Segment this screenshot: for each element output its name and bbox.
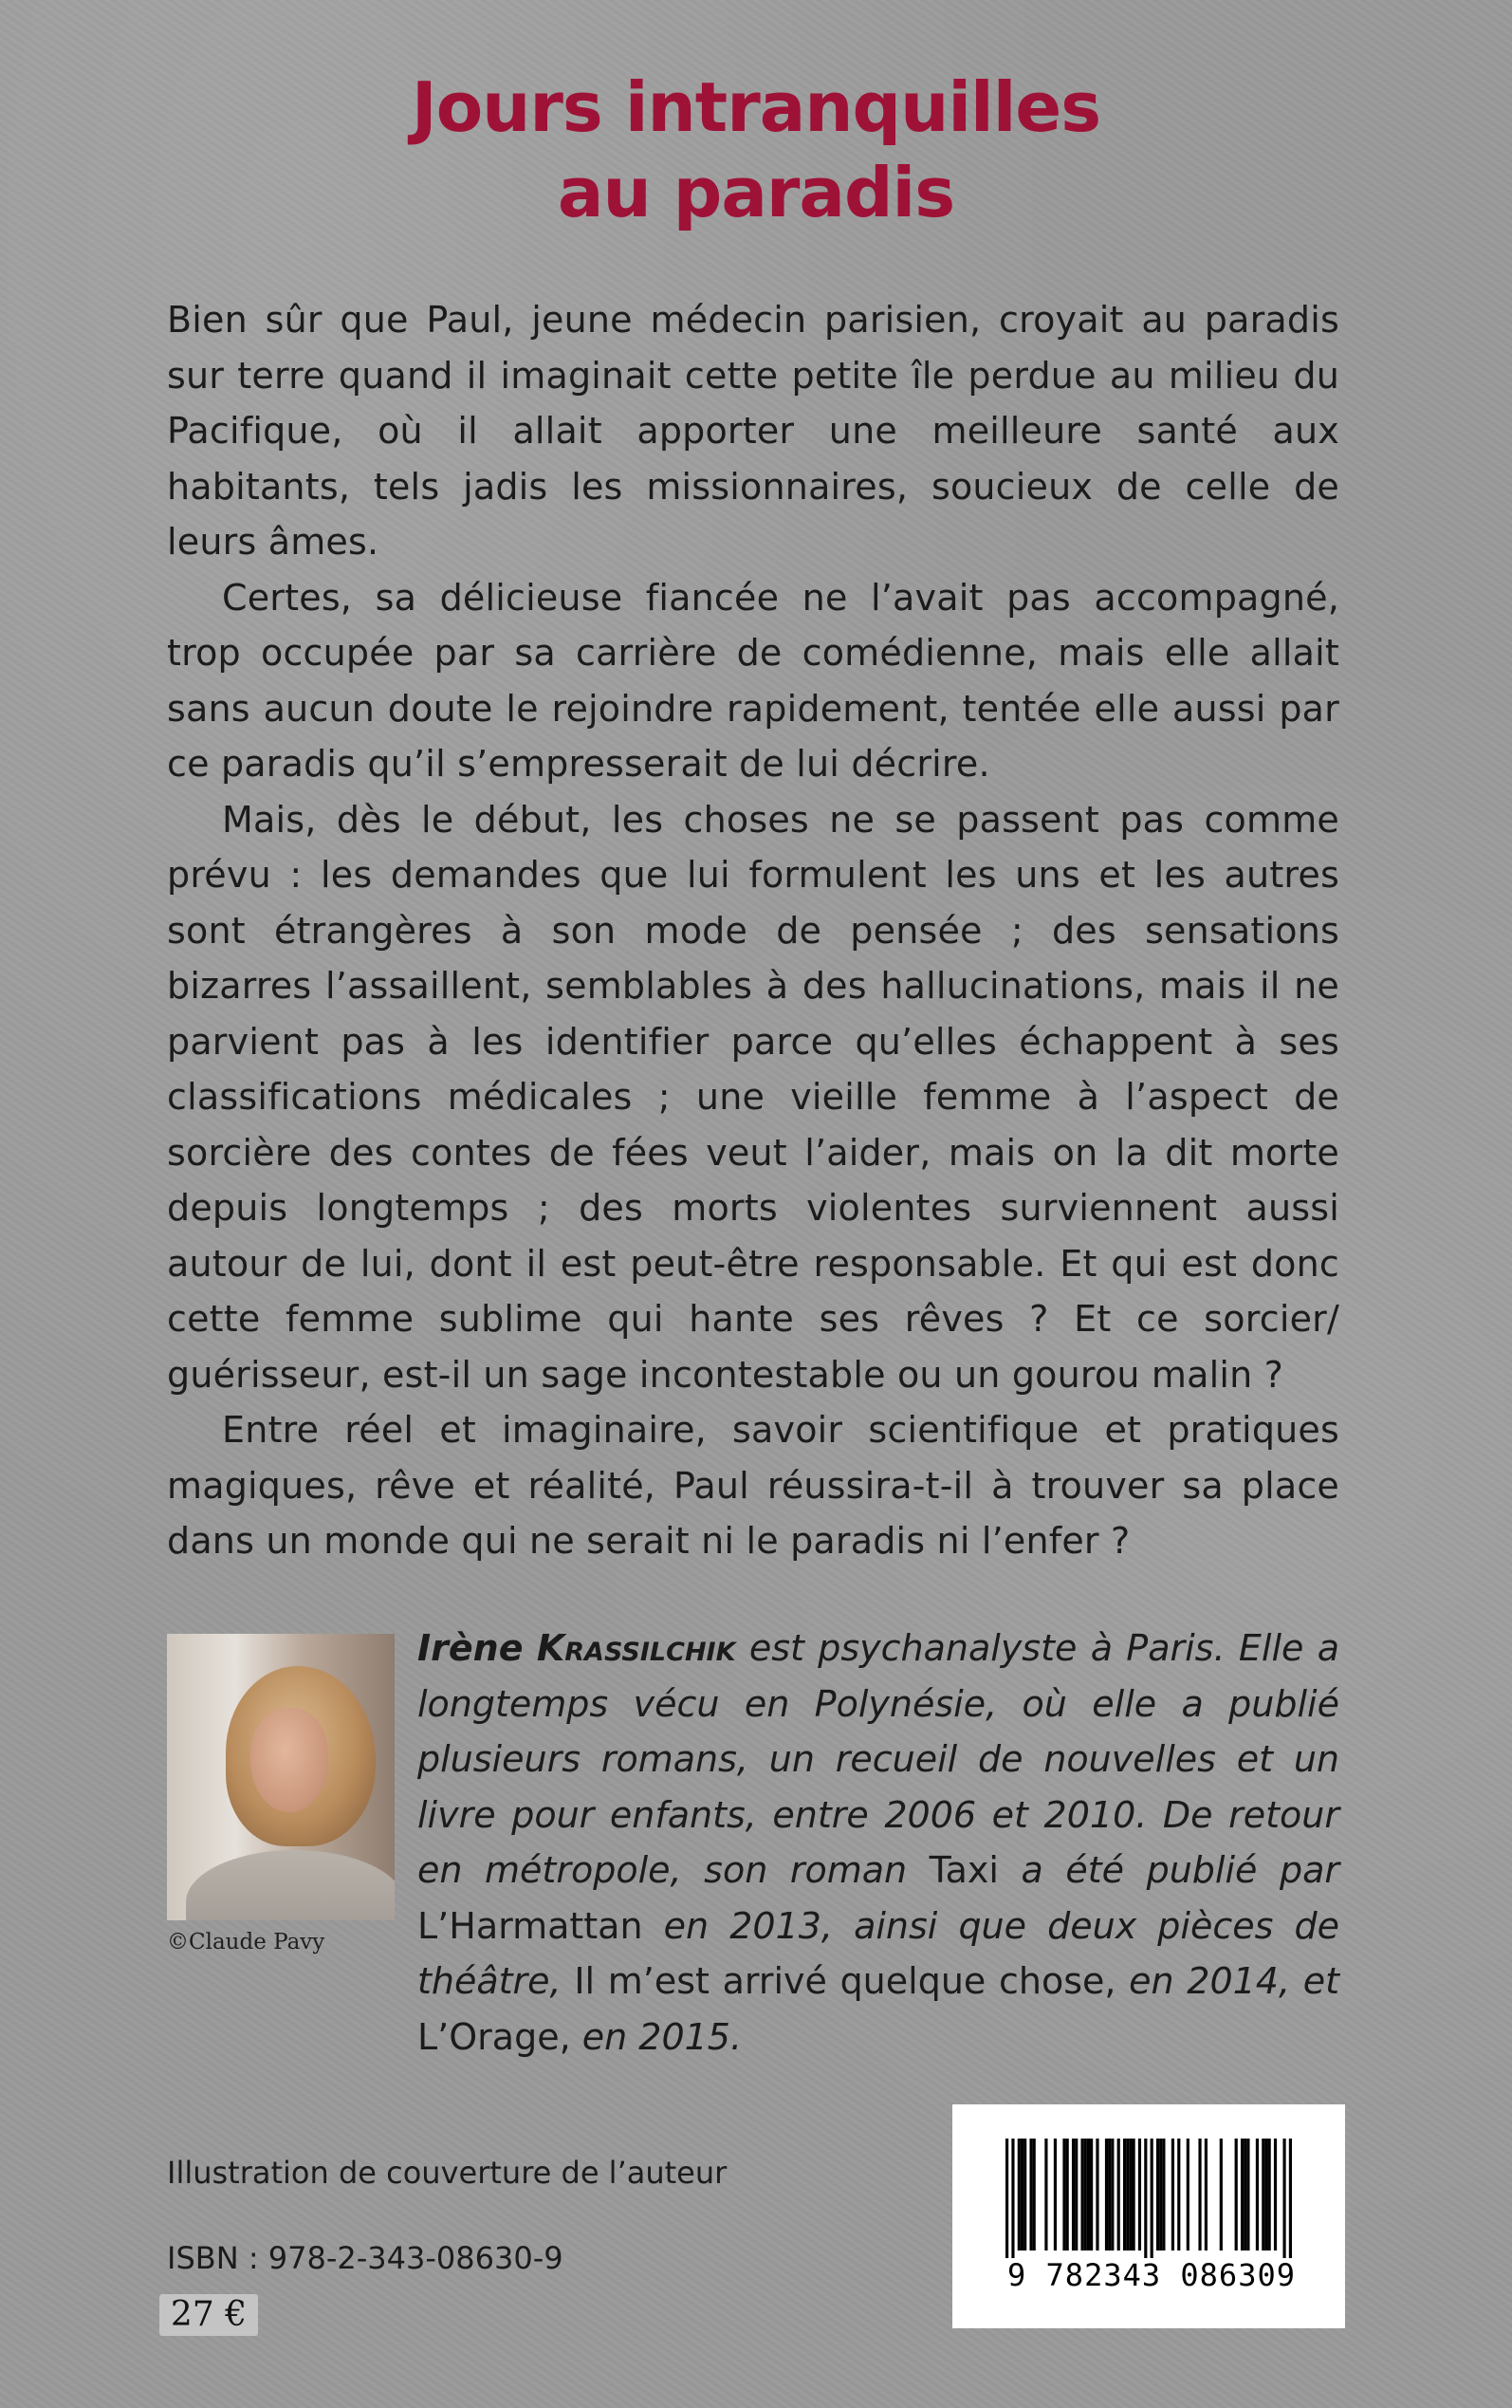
barcode-bar	[1268, 2139, 1271, 2251]
barcode-bar	[1241, 2139, 1244, 2251]
barcode-bar	[1023, 2139, 1026, 2251]
barcode-bar	[1171, 2139, 1174, 2251]
barcode-bar	[1123, 2139, 1126, 2251]
barcode-bar	[1108, 2139, 1111, 2251]
illustration-credit: Illustration de couverture de l’auteur	[167, 2155, 728, 2191]
barcode-bar	[1262, 2139, 1264, 2251]
barcode-bar	[1244, 2139, 1246, 2251]
barcode-bar	[1162, 2139, 1165, 2251]
barcode-bar	[1117, 2139, 1120, 2251]
barcode-bar	[1084, 2139, 1087, 2251]
book-title	[0, 65, 1512, 235]
barcode-bar	[1072, 2139, 1075, 2251]
barcode-bar	[1005, 2139, 1008, 2258]
barcode-bar	[1033, 2139, 1036, 2251]
bio-text-1: est psychanalyste à Paris. Elle a longtemps vécu en Polynésie, où elle a publié plusieurs romans, un recueil de nouvelles et un livre pour enfants, entre 2006 et 2010. De retour en métropole, son roman	[417, 1627, 1339, 1891]
author-first-name: Irène	[417, 1627, 524, 1669]
barcode-bar	[1144, 2139, 1147, 2258]
bio-work-play-2: L’Orage,	[417, 2015, 571, 2058]
bio-text-3: en 2013, ainsi que deux pièces de théâtre,	[417, 1904, 1339, 2002]
barcode-bar	[1090, 2139, 1093, 2251]
barcode-bar	[1054, 2139, 1057, 2251]
bio-text-2: a été publié par	[998, 1849, 1339, 1891]
barcode-bar	[1264, 2139, 1267, 2251]
barcode	[952, 2104, 1345, 2328]
barcode-bar	[1235, 2139, 1238, 2251]
barcode-bar	[1159, 2139, 1162, 2251]
book-title-line-2: au paradis	[557, 153, 955, 232]
barcode-bar	[1246, 2139, 1249, 2251]
barcode-number: 9 782343 086309	[1007, 2257, 1296, 2293]
bio-publisher: L’Harmattan	[417, 1904, 643, 1947]
book-title-line-1: Jours intranquilles	[411, 67, 1101, 147]
barcode-bar	[1256, 2139, 1259, 2251]
photo-credit: ©Claude Pavy	[167, 1930, 325, 1954]
back-cover-blurb	[167, 292, 1339, 1569]
barcode-bar	[1066, 2139, 1069, 2251]
barcode-bar	[1129, 2139, 1132, 2251]
author-last-name: Krassilchik	[536, 1627, 736, 1669]
blurb-paragraph-3: Mais, dès le début, les choses ne se passent pas comme prévu : les demandes que lui formulent les uns et les autres sont étrangères à son mode de pensée ; des sensations bizarres l’assaillent, semblables à des hallucinations, mais il ne parvient pas à les identifier parce qu’elles échappent à ses classifications médicales ; une vieille femme à l’aspect de sorcière des contes de fées veut l’aider, mais on la dit morte depuis longtemps ; des morts violentes surviennent aussi autour de lui, dont il est peut-être responsable. Et qui est donc cette femme sublime qui hante ses rêves ? Et ce sorcier/ guérisseur, est-il un sage incontestable ou un gourou malin ?	[167, 798, 1339, 1396]
barcode-bar	[1021, 2139, 1023, 2251]
blurb-paragraph-2: Certes, sa délicieuse fiancée ne l’avait pas accompagné, trop occupée par sa carrière de comédienne, mais elle allait sans aucun doute le rejoindre rapidement, tentée elle aussi par ce paradis qu’il s’empresserait de lui décrire.	[167, 576, 1339, 785]
barcode-bar	[1177, 2139, 1180, 2251]
author-photo-face	[250, 1708, 328, 1812]
bio-text-4: en 2014, et	[1116, 1960, 1340, 2002]
author-photo	[167, 1634, 395, 1920]
barcode-bar	[1087, 2139, 1090, 2251]
bio-text-5: en 2015.	[570, 2015, 743, 2058]
barcode-bar	[1151, 2139, 1153, 2258]
barcode-bar	[1011, 2139, 1014, 2258]
price-tag: 27 €	[159, 2294, 258, 2336]
barcode-bar	[1018, 2139, 1021, 2251]
barcode-bar	[1029, 2139, 1032, 2251]
barcode-bar	[1156, 2139, 1159, 2251]
blurb-paragraph-4: Entre réel et imaginaire, savoir scientifique et pratiques magiques, rêve et réalité, Paul réussira-t-il à trouver sa place dans un monde qui ne serait ni le paradis ni l’enfer ?	[167, 1409, 1339, 1562]
barcode-bar	[1220, 2139, 1223, 2251]
bio-work-play-1: Il m’est arrivé quelque chose,	[574, 1960, 1116, 2002]
barcode-bar	[1096, 2139, 1098, 2251]
bio-work-taxi: Taxi	[929, 1849, 999, 1891]
barcode-bar	[1105, 2139, 1108, 2251]
author-bio	[417, 1621, 1339, 2065]
barcode-bar	[1080, 2139, 1083, 2251]
blurb-paragraph-1: Bien sûr que Paul, jeune médecin parisien, croyait au paradis sur terre quand il imaginait cette petite île perdue au milieu du Pacifique, où il allait apporter une meilleure santé aux habitants, tels jadis les missionnaires, soucieux de celle de leurs âmes.	[167, 299, 1339, 563]
barcode-bar	[1205, 2139, 1208, 2251]
barcode-bar	[1126, 2139, 1129, 2251]
isbn: ISBN : 978-2-343-08630-9	[167, 2240, 563, 2276]
barcode-bar	[1187, 2139, 1189, 2251]
barcode-bar	[1044, 2139, 1047, 2251]
barcode-bar	[1133, 2139, 1135, 2251]
barcode-bar	[1138, 2139, 1141, 2251]
barcode-bar	[1075, 2139, 1078, 2251]
barcode-bar	[1198, 2139, 1201, 2251]
barcode-bar	[1289, 2139, 1292, 2258]
barcode-bar	[1062, 2139, 1065, 2251]
author-photo-shirt	[186, 1850, 395, 1920]
barcode-bar	[1111, 2139, 1114, 2251]
barcode-bars	[1005, 2139, 1292, 2258]
barcode-bar	[1274, 2139, 1277, 2251]
barcode-bar	[1282, 2139, 1285, 2258]
